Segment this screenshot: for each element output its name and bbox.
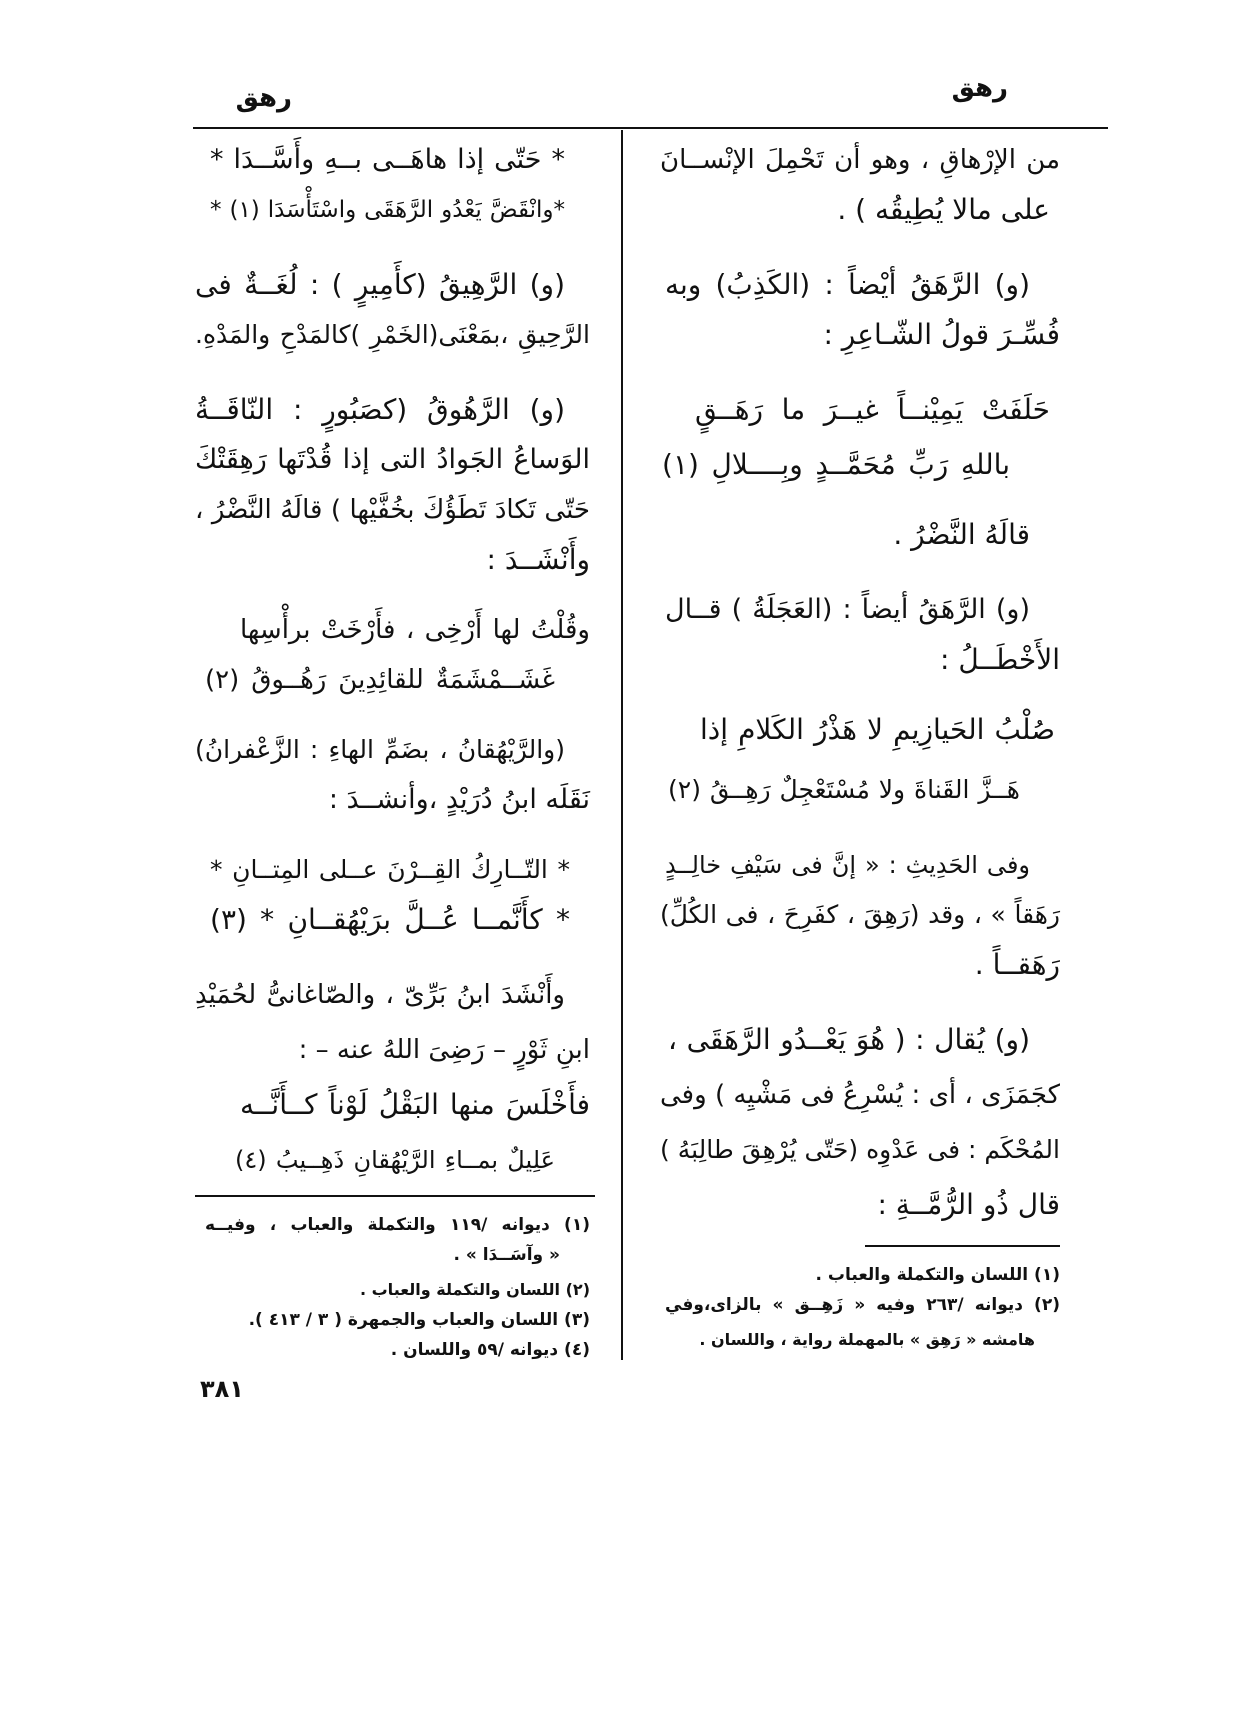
text-line: فُسِّـرَ قولُ الشّـاعِرِ : — [823, 318, 1060, 351]
text-line: الأَخْطَــلُ : — [940, 643, 1060, 676]
verse-line: * حَتّى إذا هاهَــى بــهِ وأَسَّــدَا * — [210, 144, 565, 175]
text-line: (و) الرَّهَقُ أيْضاً : (الكَذِبُ) وبه — [665, 268, 1030, 301]
verse-line: هَــزَّ القَناةَ ولا مُسْتَعْجِلٌ رَهِــقُ (٢) — [668, 775, 1020, 804]
text-line: قالَهُ النَّضْرُ . — [893, 518, 1030, 551]
verse-line: صُلْبُ الحَيازِيمِ لا هَذْرُ الكَلامِ إذا — [700, 713, 1055, 746]
text-line: حَتّى تَكادَ تَطَؤُكَ بخُفَّيْها ) قالَهُ النَّضْرُ ، — [195, 495, 590, 525]
text-line: وفى الحَدِيثِ : « إنَّ فى سَيْفِ خالِــدٍ — [665, 851, 1030, 879]
running-head-left: رهق — [235, 83, 292, 113]
text-line: (و) يُقال : ( هُوَ يَعْــدُو الرَّهَقَى ، — [668, 1023, 1030, 1056]
footnote-line: هامشه « رَهِق » بالمهملة رواية ، واللسان . — [699, 1330, 1035, 1349]
text-line: نَقَلَه ابنُ دُرَيْدٍ ،وأنشــدَ : — [328, 784, 590, 815]
text-line: قال ذُو الرُّمَّــةِ : — [877, 1188, 1060, 1221]
verse-line: وقُلْتُ لها أَرْخِى ، فأَرْخَتْ برأْسِها — [240, 615, 590, 645]
text-line: رَهَقــاً . — [974, 948, 1060, 981]
text-line: كجَمَزَى ، أى : يُسْرِعُ فى مَشْيِه ) وفى — [660, 1080, 1060, 1110]
verse-line: حَلَفَتْ يَمِيْنــاً غيــرَ ما رَهَــقٍ — [695, 393, 1050, 426]
footnote-line: (٣) اللسان والعباب والجمهرة ( ٣ / ٤١٣ ). — [248, 1310, 590, 1330]
footnote-rule — [195, 1195, 595, 1197]
footnote-line: « وآسَــدَا » . — [453, 1245, 560, 1265]
verse-line: *وانْقَضَّ يَعْدُو الرَّهَقَى واسْتَأْسَدَا (١) * — [210, 197, 565, 223]
text-line: المُحْكَم : فى عَدْوِه (حَتّى يُرْهِقَ طالِبَهُ ) — [660, 1135, 1060, 1164]
verse-line: باللهِ رَبِّ مُحَمَّــدٍ وبِــــلالِ (١) — [662, 448, 1010, 481]
footnote-line: (٤) ديوانه /٥٩ واللسان . — [390, 1340, 590, 1360]
column-divider — [621, 130, 623, 1360]
footnote-line: (١) ديوانه /١١٩ والتكملة والعباب ، وفيــه — [205, 1215, 590, 1235]
text-line: (و) الرَّهُوقُ (كصَبُورٍ : النّاقَــةُ — [195, 393, 565, 426]
footnote-rule — [865, 1245, 1060, 1247]
text-line: (و) الرَّهَقُ أيضاً : (العَجَلَةُ ) قــال — [665, 594, 1030, 625]
text-line: على مالا يُطِيقُه ) . — [837, 193, 1050, 226]
header-rule — [193, 127, 1108, 129]
footnote-line: (١) اللسان والتكملة والعباب . — [815, 1265, 1060, 1285]
text-line: (والرَّيْهُقانُ ، بضَمِّ الهاءِ : الزَّعْفرانُ) — [195, 735, 565, 764]
page-number: ٣٨١ — [200, 1375, 244, 1403]
text-line: ابنِ ثَوْرٍ – رَضِىَ اللهُ عنه – : — [298, 1035, 590, 1065]
text-line: وأَنْشَدَ ابنُ بَرِّىّ ، والصّاغانىُّ لحُمَيْدِ — [195, 980, 565, 1010]
verse-line: * التّــارِكُ القِــرْنَ عــلى المِتــانِ * — [210, 855, 570, 884]
verse-line: عَلِيلٌ بمــاءِ الرَّيْهُقانِ ذَهِــيبُ (٤) — [235, 1146, 555, 1174]
running-head-right: رهق — [951, 73, 1008, 103]
verse-line: * كأَنَّمــا عُــلَّ برَيْهُقــانِ * (٣) — [210, 903, 570, 936]
footnote-line: (٢) ديوانه /٢٦٣ وفيه « زَهِــق » بالزاى،وفي — [665, 1295, 1060, 1315]
text-line: الوَساعُ الجَوادُ التى إذا قُدْتَها رَهِقَتْكَ — [195, 444, 590, 475]
text-line: رَهَقاً » ، وقد (رَهِقَ ، كفَرِحَ ، فى الكُلِّ) — [660, 900, 1060, 929]
verse-line: فأَخْلَسَ منها البَقْلُ لَوْناً كــأَنَّــه — [240, 1088, 590, 1121]
text-line: من الإرْهاقِ ، وهو أن تَحْمِلَ الإنْســانَ — [660, 145, 1060, 175]
footnote-line: (٢) اللسان والتكملة والعباب . — [359, 1280, 590, 1299]
text-line: الرَّحِيقِ ،بمَعْنَى(الخَمْرِ )كالمَدْحِ والمَدْهِ. — [195, 320, 590, 349]
verse-line: غَشَــمْشَمَةٌ للقائِدِينَ رَهُــوقُ (٢) — [205, 665, 555, 695]
text-line: (و) الرَّهِيقُ (كأَمِيرٍ ) : لُغَــةٌ فى — [195, 268, 565, 301]
text-line: وأَنْشَــدَ : — [486, 543, 590, 576]
